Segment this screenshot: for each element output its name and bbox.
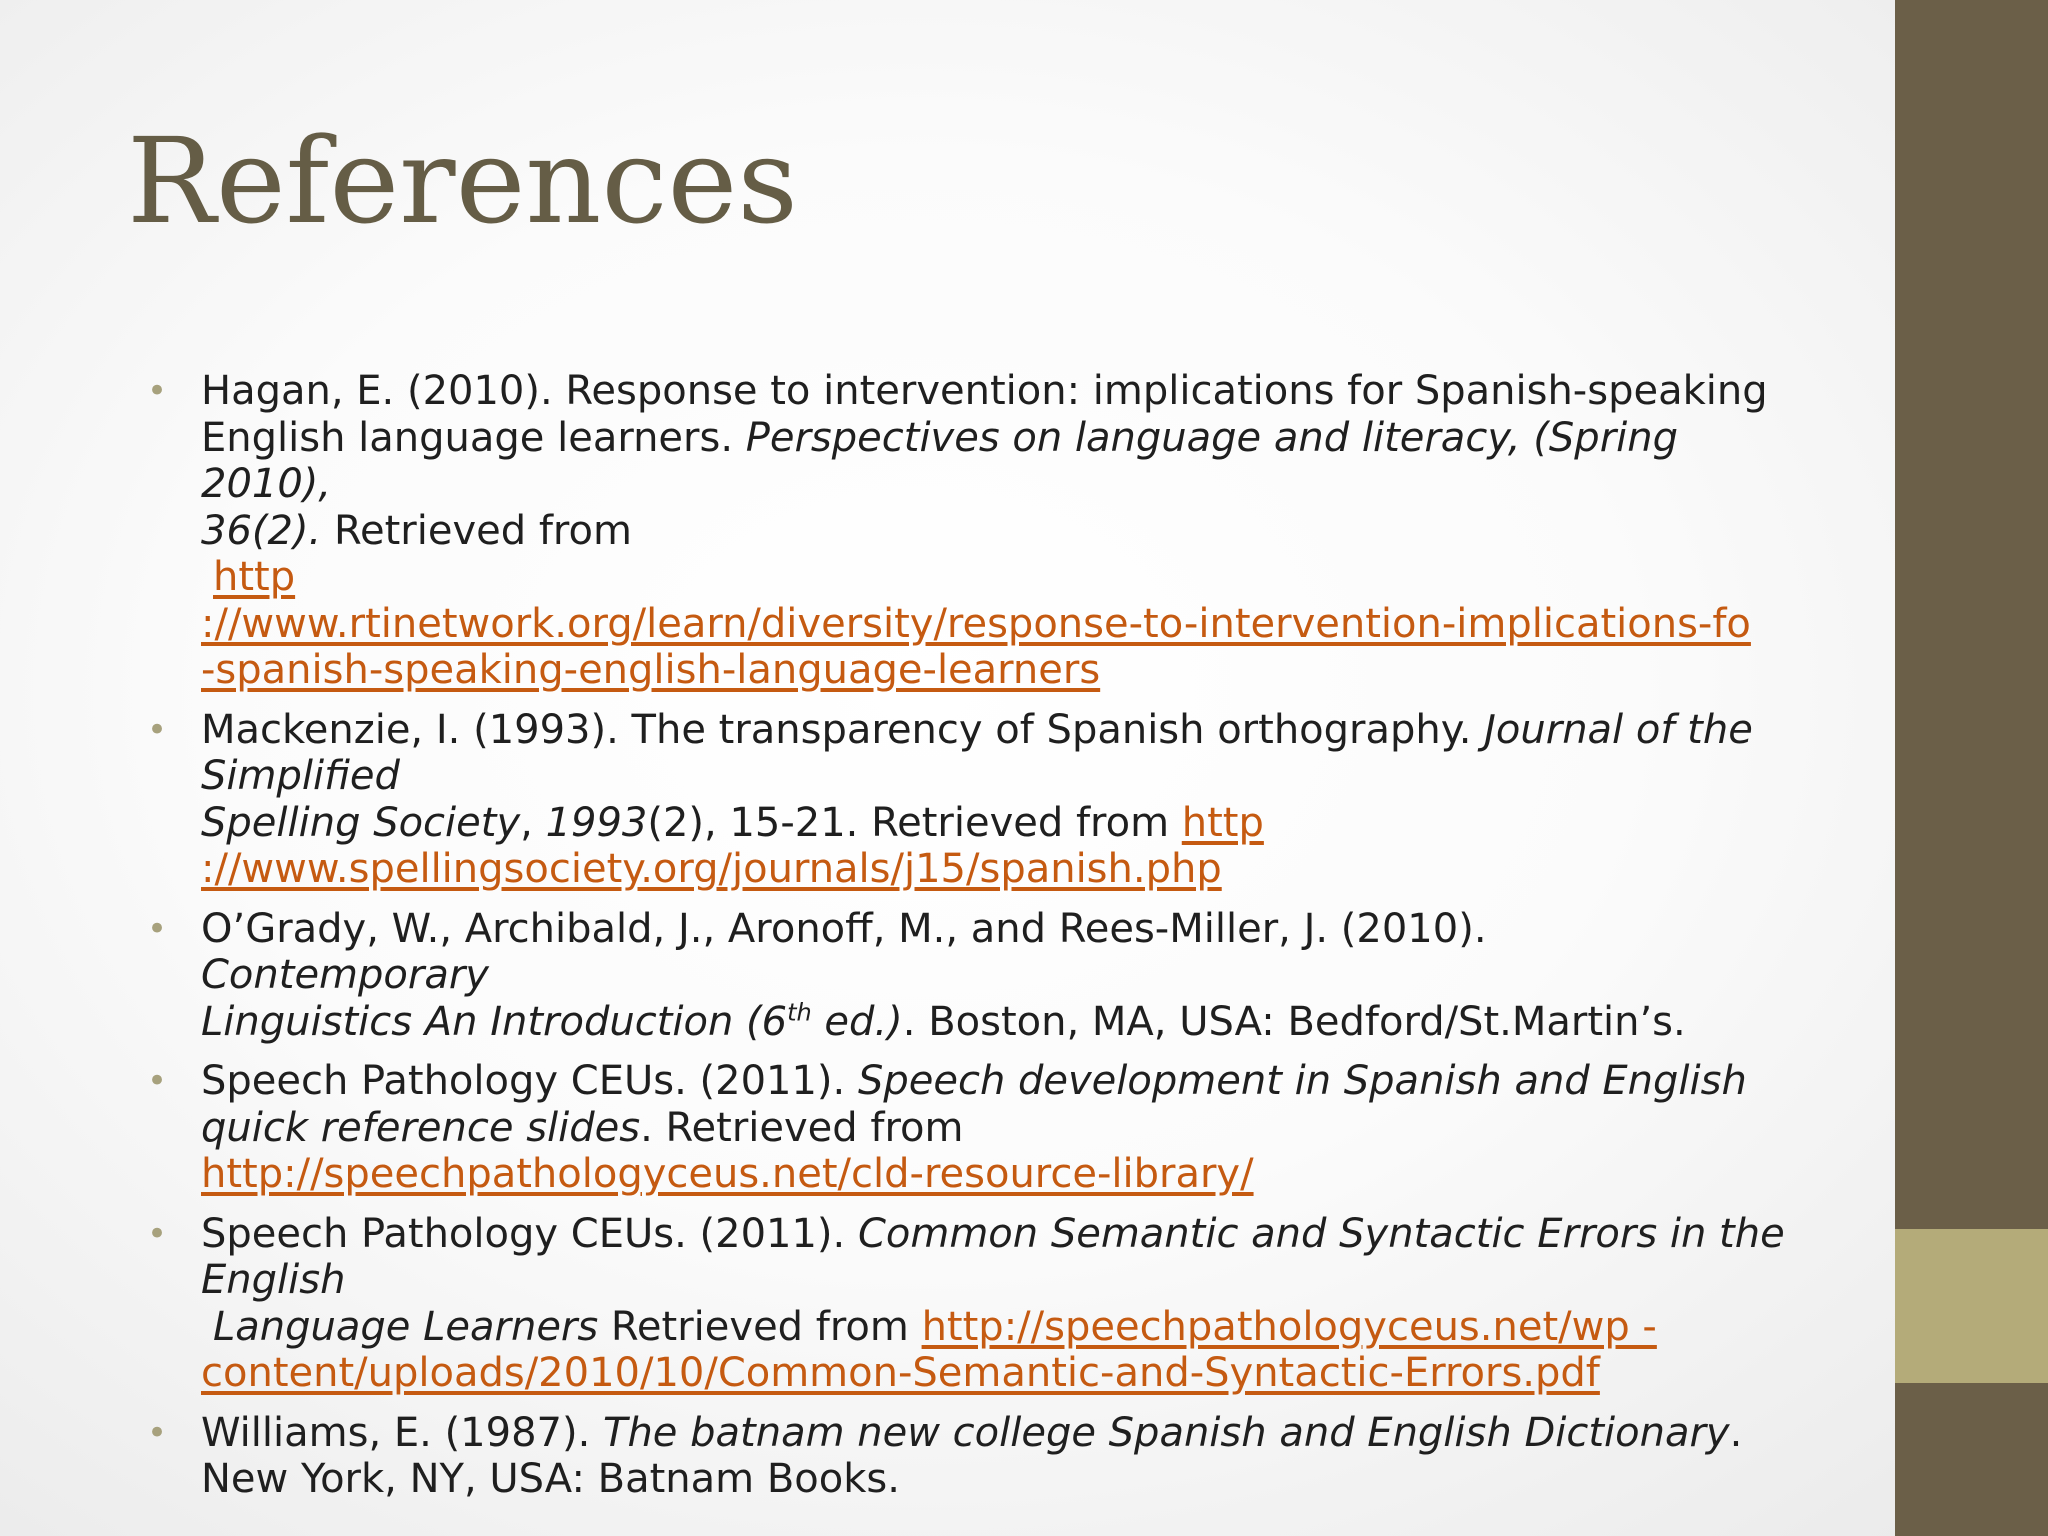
ref-line: English [201, 1257, 346, 1303]
reference-link[interactable]: ://www.spellingsociety.org/journals/j15/spanish.php [201, 846, 1222, 892]
ref-line [201, 554, 1787, 601]
ref-line [201, 846, 1787, 893]
ref-text: . [1729, 1409, 1743, 1456]
ref-text: Hagan, E. (2010). Response to intervention: implications for Spanish-speaking [201, 368, 1768, 414]
bullet-icon: • [147, 1412, 168, 1453]
ref-text: Speech Pathology CEUs. (2011). [201, 1210, 858, 1257]
ref-text: English language learners. [201, 414, 746, 461]
ref-text: . Boston, MA, USA: Bedford/St.Martin’s. [902, 998, 1686, 1045]
ref-line [201, 647, 1787, 694]
ref-line [201, 906, 1787, 999]
ref-source-title: ed.) [811, 998, 903, 1045]
ref-text: (2), 15-21. Retrieved from [647, 799, 1182, 846]
ref-text: . Retrieved from [640, 1104, 964, 1151]
ref-source-title: Perspectives on language and literacy, (Spring 2010), [201, 414, 1678, 507]
ref-source-title: Spelling Society [201, 799, 521, 846]
ref-source-title: Common Semantic and Syntactic Errors in the [857, 1210, 1785, 1257]
ref-line: New York, NY, USA: Batnam Books. [201, 1456, 900, 1502]
bullet-icon: • [147, 1061, 168, 1101]
reference-link[interactable]: http [1181, 799, 1264, 846]
ref-line [201, 1304, 1787, 1351]
ref-line [201, 1105, 1787, 1152]
ref-line [201, 1151, 1787, 1198]
bullet-icon: • [147, 709, 168, 750]
ref-line [201, 707, 1787, 754]
ref-source-title: The batnam new college Spanish and English Dictionary [603, 1409, 1730, 1456]
ref-line [201, 1211, 1787, 1258]
ref-line [201, 1410, 1787, 1457]
ref-source-title: Language Learners [213, 1303, 599, 1350]
ref-line [201, 1058, 1787, 1105]
reference-item [147, 1211, 1787, 1397]
reference-item [147, 1410, 1787, 1503]
ref-line [201, 415, 1787, 508]
reference-link[interactable]: ://www.rtinetwork.org/learn/diversity/response-to-intervention-implications-fo [201, 600, 1751, 647]
ref-line [201, 1350, 1787, 1397]
ref-text: Williams, E. (1987). [201, 1409, 604, 1456]
reference-link[interactable]: -spanish-speaking-english-language-learners [201, 647, 1101, 693]
ref-source-title: quick reference slides [201, 1104, 641, 1151]
reference-item [147, 906, 1787, 1046]
reference-link[interactable]: http://speechpathologyceus.net/wp - [921, 1303, 1657, 1350]
slide-title: References [127, 112, 798, 250]
references-list [147, 368, 1787, 1516]
ref-text: Retrieved from [598, 1303, 922, 1350]
ref-line [201, 999, 1787, 1046]
ref-source-title: Contemporary [201, 952, 489, 998]
ref-line [201, 508, 1787, 555]
reference-link[interactable]: http://speechpathologyceus.net/cld-resource-library/ [201, 1151, 1254, 1197]
bullet-icon: • [147, 371, 168, 411]
reference-item [147, 707, 1787, 893]
ref-superscript: th [787, 998, 812, 1027]
ref-line: Simplified [201, 753, 400, 799]
ref-text: O’Grady, W., Archibald, J., Aronoff, M., and Rees-Miller, J. (2010). [201, 905, 1487, 952]
reference-item [147, 1058, 1787, 1198]
ref-source-title: Speech development in Spanish and English [857, 1058, 1747, 1104]
ref-volume: 1993 [545, 799, 648, 846]
bullet-icon: • [147, 908, 168, 949]
ref-text: , [520, 799, 546, 846]
reference-item [147, 368, 1787, 694]
reference-link[interactable]: content/uploads/2010/10/Common-Semantic-and-Syntactic-Errors.pdf [201, 1350, 1600, 1396]
bullet-icon: • [147, 1213, 168, 1254]
ref-line [201, 800, 1787, 847]
side-accent-block [1895, 1229, 2048, 1383]
ref-volume: 36(2). [201, 507, 322, 554]
ref-source-title: Journal of the [1484, 706, 1753, 753]
ref-source-title: Linguistics An Introduction (6 [201, 998, 788, 1045]
ref-text: Mackenzie, I. (1993). The transparency of Spanish orthography. [201, 706, 1485, 753]
ref-line [201, 368, 1787, 415]
ref-line [201, 601, 1787, 648]
ref-text: Retrieved from [321, 507, 632, 554]
ref-text: Speech Pathology CEUs. (2011). [201, 1058, 858, 1104]
reference-link[interactable]: http [213, 554, 296, 600]
